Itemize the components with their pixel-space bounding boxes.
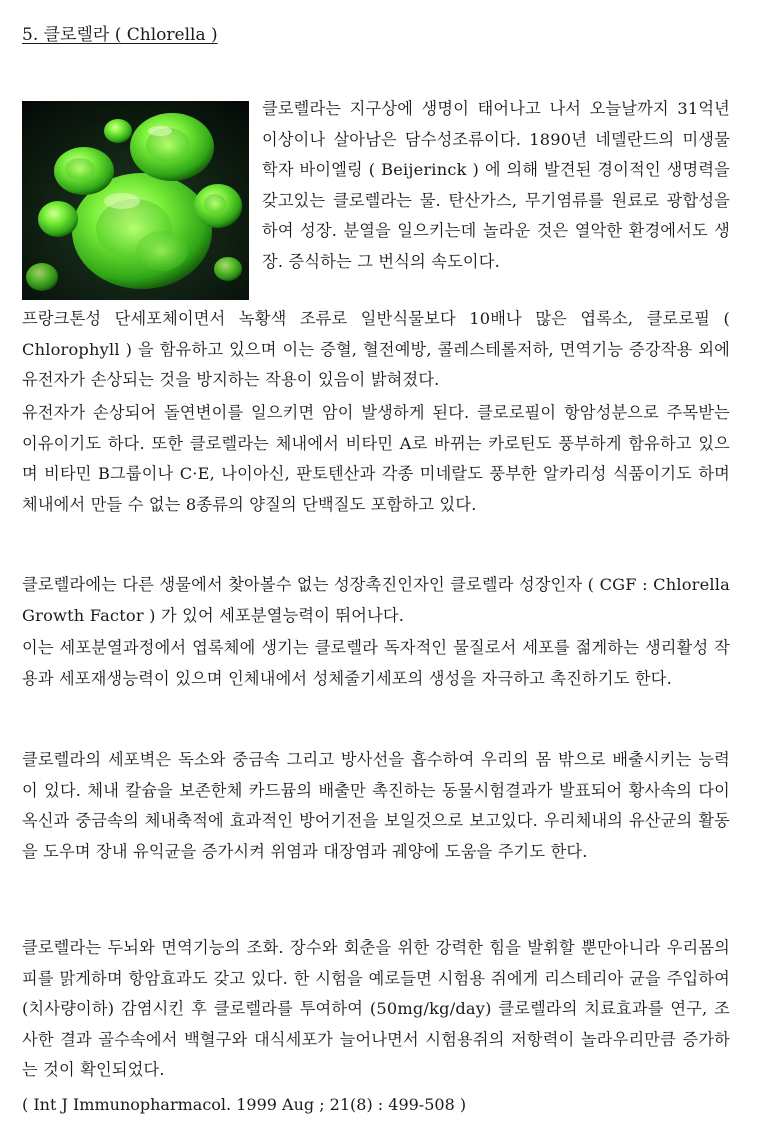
nutrients-paragraph: 유전자가 손상되어 돌연변이를 일으키면 암이 발생하게 된다. 클로로필이 항암성분으로 주목받는 이유이기도 하다. 또한 클로렐라는 체내에서 비타민 A로 바뀌는 카로틴도 풍부하게 함유하고 있으며 비타민 B그룹이나 C·E, 나이아신, 판토텐산과 각종 미네랄도 풍부한 알카리성 식품이기도 하며 체내에서 만들 수 없는 8종류의 양질의 단백질도 포함하고 있다.: [22, 403, 730, 514]
detox-paragraph: 클로렐라의 세포벽은 독소와 중금속 그리고 방사선을 흡수하여 우리의 몸 밖으로 배출시키는 능력이 있다. 체내 칼슘을 보존한체 카드뮴의 배출만 촉진하는 동물시험결과가 발표되어 황사속의 다이옥신과 중금속의 체내축적에 효과적인 방어기전을 보일것으로 보고있다. 우리체내의 유산균의 활동을 도우며 장내 유익균을 증가시켜 위염과 대장염과 궤양에 도움을 주기도 한다.: [22, 750, 730, 861]
intro-paragraph: 클로렐라는 지구상에 생명이 태어나고 나서 오늘날까지 31억년 이상이나 살아남은 담수성조류이다. 1890년 네델란드의 미생물학자 바이엘링 ( Beijerinck ) 에 의해 발견된 경이적인 생명력을 갖고있는 클로렐라는 물. 탄산가스, 무기염류를 원료로 광합성을 하여 성장. 분열을 일으키는데 놀라운 것은 열악한 환경에서도 생장. 증식하는 그 번식의 속도이다.: [262, 99, 730, 271]
chlorella-cells-illustration: [22, 101, 249, 300]
article-title: 5. 클로렐라 ( Chlorella ): [22, 25, 218, 45]
immunity-paragraph: 클로렐라는 두뇌와 면역기능의 조화. 장수와 회춘을 위한 강력한 힘을 발휘할 뿐만아니라 우리몸의 피를 맑게하며 항암효과도 갖고 있다. 한 시험을 예로들면 시험용 쥐에게 리스테리아 균을 주입하여 (치사량이하) 감염시킨 후 클로렐라를 투여하여 (50mg/kg/day) 클로렐라의 치료효과를 연구, 조사한 결과 골수속에서 백혈구와 대식세포가 늘어나면서 시험용쥐의 저항력이 놀라우리만큼 증가하는 것이 확인되었다.: [22, 938, 730, 1079]
cell-regeneration-paragraph: 이는 세포분열과정에서 엽록체에 생기는 클로렐라 독자적인 물질로서 세포를 젊게하는 생리활성 작용과 세포재생능력이 있으며 인체내에서 성체줄기세포의 생성을 자극하고 촉진하기도 한다.: [22, 638, 730, 688]
chlorella-cells-image: [22, 101, 249, 300]
citation: ( Int J Immunopharmacol. 1999 Aug ; 21(8) : 499-508 ): [22, 1095, 467, 1114]
cgf-paragraph: 클로렐라에는 다른 생물에서 찾아볼수 없는 성장촉진인자인 클로렐라 성장인자 ( CGF : Chlorella Growth Factor ) 가 있어 세포분열능력이 뛰어나다.: [22, 575, 730, 625]
chlorophyll-paragraph: 프랑크톤성 단세포체이면서 녹황색 조류로 일반식물보다 10배나 많은 엽록소, 클로로필 ( Chlorophyll ) 을 함유하고 있으며 이는 증혈, 혈전예방, 콜레스테롤저하, 면역기능 증강작용 외에 유전자가 손상되는 것을 방지하는 작용이 있음이 밝혀졌다.: [22, 309, 730, 389]
